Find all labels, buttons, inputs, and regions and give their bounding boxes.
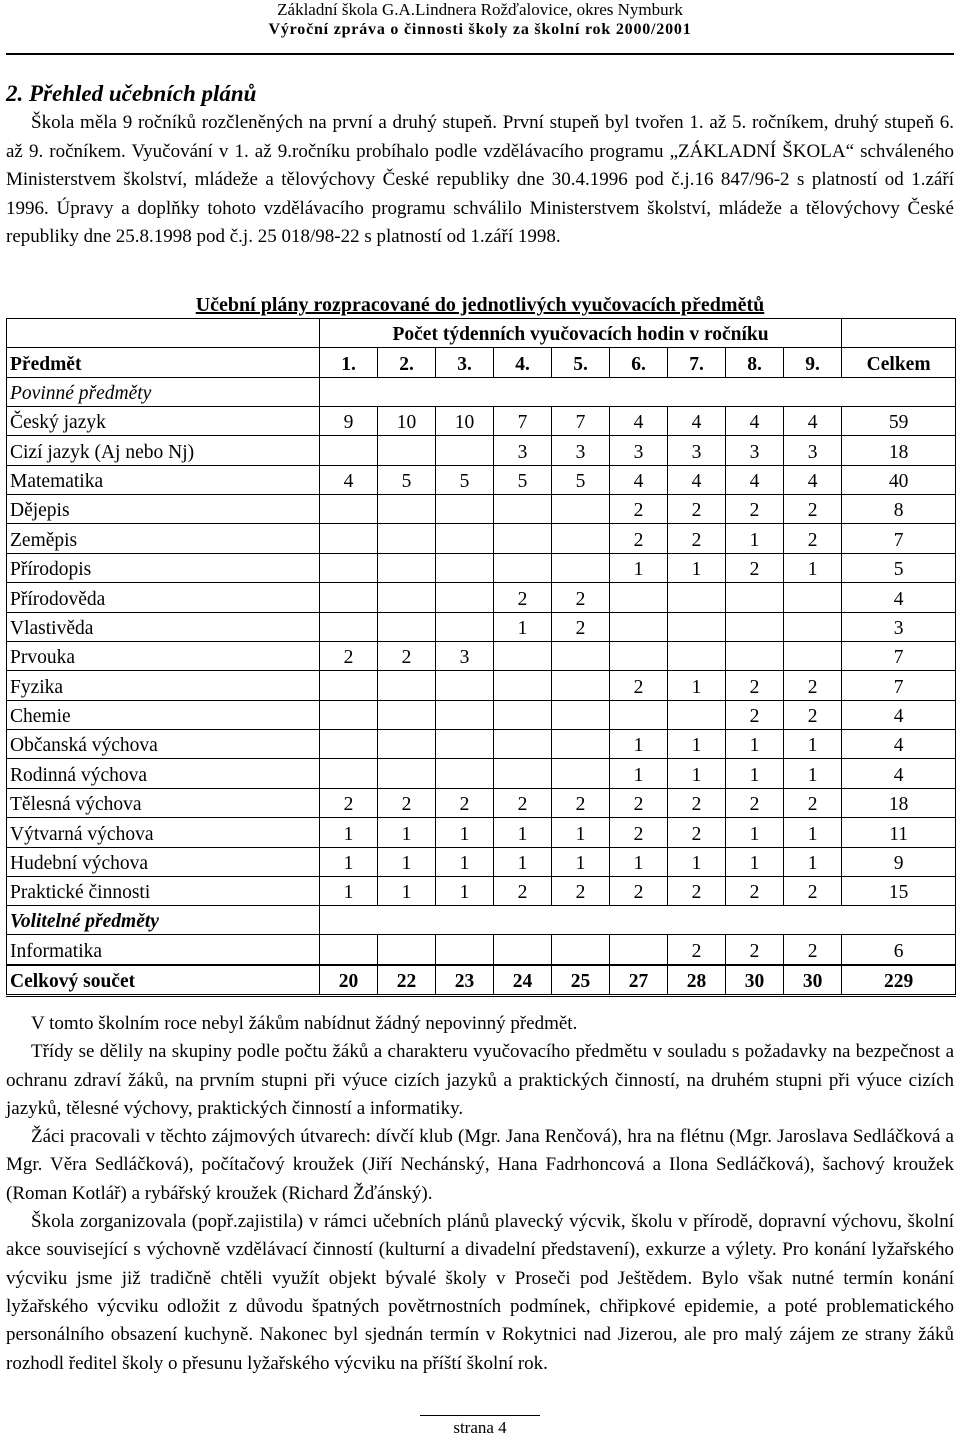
table-row <box>7 935 956 965</box>
hours-cell <box>378 583 436 612</box>
subject-cell: Přírodopis <box>7 553 320 582</box>
grade-header: 7. <box>668 348 726 377</box>
hours-cell: 2 <box>494 788 552 817</box>
hours-cell <box>610 700 668 729</box>
hours-cell: 10 <box>436 406 494 435</box>
total-cell: 9 <box>842 847 956 876</box>
header-corner <box>7 319 320 348</box>
hours-cell: 1 <box>784 553 842 582</box>
total-cell: 7 <box>842 524 956 553</box>
hours-cell: 7 <box>494 406 552 435</box>
hours-cell <box>726 612 784 641</box>
total-cell: 4 <box>842 730 956 759</box>
section-title: 2. Přehled učebních plánů <box>6 81 257 106</box>
total-cell: 15 <box>842 877 956 906</box>
total-cell: 11 <box>842 818 956 847</box>
hours-cell: 4 <box>668 406 726 435</box>
hours-cell: 1 <box>320 847 378 876</box>
hours-cell: 3 <box>436 641 494 670</box>
hours-cell <box>726 641 784 670</box>
paragraph: Žáci pracovali v těchto zájmových útvarech: dívčí klub (Mgr. Jana Renčová), hra na flétnu (Mgr. Jaroslava Sedláčková a Mgr. Věra Sedláčková), počítačový kroužek (Jiří Nechánský, Hana Fadrhoncová a Ilona Sedláčková), šachový kroužek (Roman Kotlář) a rybářský kroužek (Richard Žďánský). <box>6 1126 954 1204</box>
hours-cell: 20 <box>320 965 378 996</box>
grade-header: 4. <box>494 348 552 377</box>
hours-cell: 1 <box>784 759 842 788</box>
total-cell: 7 <box>842 671 956 700</box>
hours-cell: 1 <box>552 847 610 876</box>
header-corner-right <box>842 319 956 348</box>
subject-cell: Občanská výchova <box>7 730 320 759</box>
hours-cell <box>320 671 378 700</box>
hours-cell: 2 <box>668 818 726 847</box>
hours-cell: 1 <box>436 877 494 906</box>
hours-cell <box>378 700 436 729</box>
subject-cell: Celkový součet <box>7 965 320 996</box>
intro-paragraph: Škola měla 9 ročníků rozčleněných na první a druhý stupeň. První stupeň byl tvořen 1. až 5. ročníkem, druhý stupeň 6. až 9. ročníkem. Vyučování v 1. až 9.ročníku probíhalo podle vzdělávacího programu „ZÁKLADNÍ ŠKOLA“ schváleného Ministerstvem školství, mládeže a tělovýchovy České republiky dne 30.4.1996 pod č.j.16 847/96-2 s platností od 1.září 1996. Úpravy a doplňky tohoto vzdělávacího programu schválilo Ministerstvem školství, mládeže a tělovýchovy České republiky dne 25.8.1998 pod č.j. 25 018/98-22 s platností od 1.září 1998. <box>6 112 954 247</box>
hours-cell: 2 <box>610 818 668 847</box>
grade-header: 5. <box>552 348 610 377</box>
table-row <box>7 965 956 996</box>
hours-cell: 4 <box>610 465 668 494</box>
hours-cell: 2 <box>552 612 610 641</box>
hours-cell: 2 <box>320 788 378 817</box>
table-row <box>7 730 956 759</box>
total-cell: 4 <box>842 583 956 612</box>
hours-cell: 1 <box>436 847 494 876</box>
hours-cell: 9 <box>320 406 378 435</box>
hours-header: Počet týdenních vyučovacích hodin v ročníku <box>320 319 842 348</box>
hours-cell <box>668 583 726 612</box>
hours-cell <box>378 436 436 465</box>
subject-cell: Chemie <box>7 700 320 729</box>
hours-cell <box>378 524 436 553</box>
hours-cell: 1 <box>552 818 610 847</box>
hours-cell <box>378 730 436 759</box>
report-title: Výroční zpráva o činnosti školy za školní rok 2000/2001 <box>268 21 692 38</box>
total-cell: 6 <box>842 935 956 965</box>
hours-cell: 2 <box>436 788 494 817</box>
paragraph: Škola zorganizovala (popř.zajistila) v rámci učebních plánů plavecký výcvik, školu v přírodě, dopravní výchovu, školní akce související s výchovně vzdělávací činností (kulturní a divadelní představení), exkurze a výlety. Pro konání lyžařského výcviku jsme již tradičně chtěli využít objekt bývalé školy v Proseči pod Ještědem. Bylo však nutné termín konání lyžařského výcviku odložit z důvodu špatných povětrnostních podmínek, chřipkové epidemie, a poté problematického personálního obsazení kuchyně. Nakonec byl sjednán termín v Rokytnici nad Jizerou, ale pro malý zájem ze strany žáků rozhodl ředitel školy o přesunu lyžařského výcviku na příští školní rok. <box>6 1211 954 1374</box>
hours-cell: 7 <box>552 406 610 435</box>
hours-cell <box>320 524 378 553</box>
grade-header: 8. <box>726 348 784 377</box>
page-header <box>0 0 960 62</box>
hours-cell: 4 <box>784 406 842 435</box>
school-name: Základní škola G.A.Lindnera Rožďalovice, okres Nymburk <box>277 0 683 19</box>
footer-rule <box>420 1415 540 1416</box>
curriculum-table <box>6 318 956 997</box>
hours-cell: 2 <box>668 788 726 817</box>
paragraph: Třídy se dělily na skupiny podle počtu žáků a charakteru vyučovacího předmětu v souladu s požadavky na bezpečnost a ochranu zdraví žáků, na prvním stupni při výuce cizích jazyků a praktických činností, na druhém stupni při výuce cizích jazyků, tělesné výchovy, praktických činností a informatiky. <box>6 1041 954 1119</box>
table-row <box>7 406 956 435</box>
subject-cell: Vlastivěda <box>7 612 320 641</box>
table-row <box>7 612 956 641</box>
hours-cell: 2 <box>494 877 552 906</box>
hours-cell <box>436 671 494 700</box>
hours-cell <box>610 641 668 670</box>
hours-cell: 2 <box>784 524 842 553</box>
hours-cell <box>494 730 552 759</box>
grade-header: 3. <box>436 348 494 377</box>
hours-cell: 2 <box>726 877 784 906</box>
table-row <box>7 465 956 494</box>
hours-cell: 2 <box>610 877 668 906</box>
hours-cell <box>436 935 494 965</box>
hours-cell: 2 <box>610 671 668 700</box>
hours-cell: 2 <box>378 788 436 817</box>
hours-cell: 1 <box>320 818 378 847</box>
hours-cell: 1 <box>436 818 494 847</box>
hours-cell: 3 <box>726 436 784 465</box>
hours-cell <box>784 641 842 670</box>
hours-cell: 1 <box>784 847 842 876</box>
hours-cell: 2 <box>784 877 842 906</box>
hours-cell: 2 <box>378 641 436 670</box>
hours-cell: 4 <box>668 465 726 494</box>
hours-cell: 1 <box>784 730 842 759</box>
hours-cell: 2 <box>726 553 784 582</box>
total-cell: 3 <box>842 612 956 641</box>
hours-cell: 4 <box>784 465 842 494</box>
hours-cell: 5 <box>436 465 494 494</box>
subject-cell: Prvouka <box>7 641 320 670</box>
hours-cell <box>610 935 668 965</box>
total-cell: 7 <box>842 641 956 670</box>
table-row <box>7 671 956 700</box>
hours-cell: 1 <box>610 730 668 759</box>
paragraph: V tomto školním roce nebyl žákům nabídnut žádný nepovinný předmět. <box>31 1013 578 1034</box>
hours-cell <box>494 524 552 553</box>
hours-cell: 1 <box>668 553 726 582</box>
hours-cell <box>436 583 494 612</box>
hours-cell <box>552 494 610 523</box>
mandatory-group-spacer <box>320 377 956 406</box>
hours-cell <box>378 612 436 641</box>
hours-cell: 4 <box>320 465 378 494</box>
hours-cell: 1 <box>668 847 726 876</box>
optional-group <box>7 906 956 935</box>
hours-cell <box>552 730 610 759</box>
mandatory-group-label: Povinné předměty <box>7 377 320 406</box>
grade-header: 9. <box>784 348 842 377</box>
optional-group-label: Volitelné předměty <box>7 906 320 935</box>
subject-cell: Výtvarná výchova <box>7 818 320 847</box>
total-cell: 5 <box>842 553 956 582</box>
hours-cell: 2 <box>726 700 784 729</box>
hours-cell <box>494 935 552 965</box>
hours-cell: 2 <box>784 700 842 729</box>
hours-cell <box>320 436 378 465</box>
hours-cell <box>378 935 436 965</box>
subject-cell: Přírodověda <box>7 583 320 612</box>
hours-cell: 5 <box>494 465 552 494</box>
hours-cell: 4 <box>726 465 784 494</box>
subject-cell: Dějepis <box>7 494 320 523</box>
intro-text <box>6 109 954 252</box>
hours-cell <box>494 671 552 700</box>
hours-cell: 10 <box>378 406 436 435</box>
table-row <box>7 818 956 847</box>
hours-cell: 27 <box>610 965 668 996</box>
hours-cell: 1 <box>494 818 552 847</box>
hours-cell <box>436 494 494 523</box>
hours-cell: 1 <box>494 612 552 641</box>
hours-cell: 2 <box>784 788 842 817</box>
grade-header: 2. <box>378 348 436 377</box>
table-row <box>7 700 956 729</box>
hours-cell: 1 <box>784 818 842 847</box>
hours-cell: 1 <box>668 671 726 700</box>
hours-cell <box>320 700 378 729</box>
hours-cell <box>436 553 494 582</box>
hours-cell: 30 <box>784 965 842 996</box>
total-cell: 18 <box>842 788 956 817</box>
subject-cell: Informatika <box>7 935 320 965</box>
hours-cell <box>320 759 378 788</box>
hours-cell <box>436 730 494 759</box>
hours-cell <box>436 612 494 641</box>
hours-cell: 2 <box>610 524 668 553</box>
total-cell: 4 <box>842 700 956 729</box>
hours-cell: 3 <box>610 436 668 465</box>
hours-cell: 1 <box>726 759 784 788</box>
hours-cell: 1 <box>320 877 378 906</box>
hours-cell: 1 <box>610 553 668 582</box>
hours-cell <box>610 612 668 641</box>
hours-cell <box>726 583 784 612</box>
hours-cell <box>436 700 494 729</box>
body-text <box>6 1010 954 1378</box>
table-row <box>7 583 956 612</box>
hours-cell: 2 <box>668 935 726 965</box>
hours-cell: 1 <box>494 847 552 876</box>
hours-cell: 4 <box>726 406 784 435</box>
hours-cell: 1 <box>378 847 436 876</box>
table-row <box>7 788 956 817</box>
hours-cell: 1 <box>610 847 668 876</box>
hours-cell <box>784 583 842 612</box>
hours-cell <box>668 641 726 670</box>
total-header: Celkem <box>842 348 956 377</box>
hours-cell <box>552 759 610 788</box>
grade-header: 6. <box>610 348 668 377</box>
table-row <box>7 524 956 553</box>
table-row <box>7 436 956 465</box>
total-cell: 229 <box>842 965 956 996</box>
hours-cell <box>552 935 610 965</box>
hours-cell: 2 <box>610 788 668 817</box>
optional-group-spacer <box>320 906 956 935</box>
hours-cell <box>320 583 378 612</box>
table-row <box>7 641 956 670</box>
hours-cell: 2 <box>784 494 842 523</box>
hours-cell <box>494 641 552 670</box>
hours-cell <box>378 494 436 523</box>
subject-cell: Praktické činnosti <box>7 877 320 906</box>
hours-cell <box>552 641 610 670</box>
hours-cell: 2 <box>784 671 842 700</box>
hours-cell: 2 <box>494 583 552 612</box>
table-row <box>7 494 956 523</box>
hours-cell <box>378 553 436 582</box>
hours-cell: 22 <box>378 965 436 996</box>
table-caption: Učební plány rozpracované do jednotlivých vyučovacích předmětů <box>195 294 765 316</box>
hours-cell: 2 <box>320 641 378 670</box>
mandatory-group <box>7 377 956 406</box>
hours-cell <box>436 524 494 553</box>
hours-cell <box>610 583 668 612</box>
total-cell: 18 <box>842 436 956 465</box>
subject-cell: Rodinná výchova <box>7 759 320 788</box>
hours-cell: 3 <box>784 436 842 465</box>
hours-cell: 1 <box>378 818 436 847</box>
total-cell: 40 <box>842 465 956 494</box>
hours-cell: 23 <box>436 965 494 996</box>
page-number: strana 4 <box>453 1418 507 1437</box>
hours-cell: 2 <box>668 877 726 906</box>
hours-cell <box>436 759 494 788</box>
hours-cell: 30 <box>726 965 784 996</box>
hours-cell <box>668 612 726 641</box>
subject-cell: Tělesná výchova <box>7 788 320 817</box>
total-cell: 8 <box>842 494 956 523</box>
table-row <box>7 553 956 582</box>
hours-cell <box>320 935 378 965</box>
subject-cell: Český jazyk <box>7 406 320 435</box>
hours-cell: 2 <box>610 494 668 523</box>
hours-cell: 2 <box>552 877 610 906</box>
hours-cell <box>552 553 610 582</box>
hours-cell <box>668 700 726 729</box>
hours-cell <box>320 553 378 582</box>
hours-cell: 1 <box>610 759 668 788</box>
hours-cell: 4 <box>610 406 668 435</box>
hours-cell: 2 <box>726 671 784 700</box>
hours-cell: 1 <box>668 759 726 788</box>
hours-cell: 24 <box>494 965 552 996</box>
hours-cell <box>552 671 610 700</box>
hours-cell: 1 <box>726 730 784 759</box>
total-cell: 59 <box>842 406 956 435</box>
hours-cell: 2 <box>726 494 784 523</box>
table-row <box>7 759 956 788</box>
hours-cell <box>436 436 494 465</box>
grade-header: 1. <box>320 348 378 377</box>
hours-cell: 2 <box>668 524 726 553</box>
hours-cell <box>320 612 378 641</box>
subject-cell: Cizí jazyk (Aj nebo Nj) <box>7 436 320 465</box>
subject-cell: Matematika <box>7 465 320 494</box>
hours-cell: 5 <box>552 465 610 494</box>
hours-cell: 2 <box>726 788 784 817</box>
hours-cell <box>378 759 436 788</box>
header-rule <box>6 53 954 55</box>
hours-cell: 1 <box>668 730 726 759</box>
hours-cell: 2 <box>784 935 842 965</box>
hours-cell: 3 <box>494 436 552 465</box>
hours-cell: 3 <box>668 436 726 465</box>
hours-cell <box>320 730 378 759</box>
table-row <box>7 877 956 906</box>
hours-cell <box>494 494 552 523</box>
hours-cell <box>320 494 378 523</box>
subject-header: Předmět <box>7 348 320 377</box>
hours-cell: 2 <box>552 788 610 817</box>
subject-cell: Fyzika <box>7 671 320 700</box>
hours-cell: 1 <box>378 877 436 906</box>
total-cell: 4 <box>842 759 956 788</box>
hours-cell: 1 <box>726 847 784 876</box>
hours-cell: 2 <box>668 494 726 523</box>
hours-cell: 1 <box>726 818 784 847</box>
hours-cell: 5 <box>378 465 436 494</box>
hours-cell: 2 <box>552 583 610 612</box>
hours-cell <box>552 700 610 729</box>
hours-cell: 25 <box>552 965 610 996</box>
subject-cell: Hudební výchova <box>7 847 320 876</box>
subject-cell: Zeměpis <box>7 524 320 553</box>
hours-cell <box>784 612 842 641</box>
hours-cell <box>552 524 610 553</box>
hours-cell <box>494 759 552 788</box>
hours-cell: 1 <box>726 524 784 553</box>
hours-cell: 2 <box>726 935 784 965</box>
hours-cell: 28 <box>668 965 726 996</box>
table-row <box>7 847 956 876</box>
hours-cell: 3 <box>552 436 610 465</box>
hours-cell <box>494 553 552 582</box>
hours-cell <box>378 671 436 700</box>
hours-cell <box>494 700 552 729</box>
